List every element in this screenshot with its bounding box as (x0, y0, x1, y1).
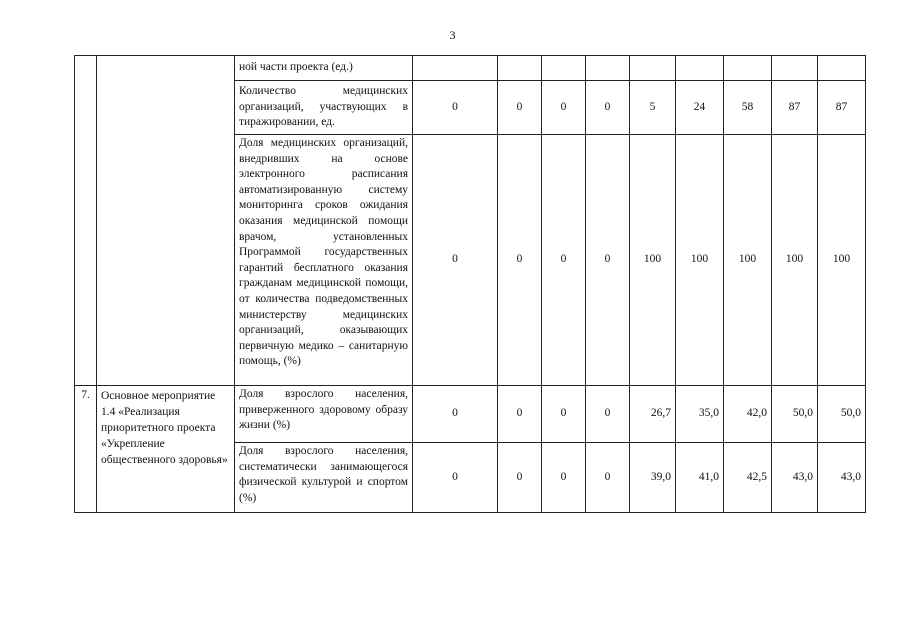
page-number: 3 (449, 28, 456, 42)
event-cell-empty (97, 56, 235, 386)
value-cell: 35,0 (676, 386, 724, 443)
value-cell (413, 56, 498, 81)
value-cell: 0 (498, 386, 542, 443)
indicator-cell: Доля взрослого населения, приверженного здоровому образу жизни (%) (235, 386, 413, 443)
value-cell: 100 (724, 135, 772, 386)
value-cell: 0 (542, 386, 586, 443)
indicators-table (74, 55, 866, 513)
value-cell (498, 56, 542, 81)
value-cell: 100 (676, 135, 724, 386)
value-cell: 39,0 (630, 443, 676, 513)
value-cell: 26,7 (630, 386, 676, 443)
value-cell: 41,0 (676, 443, 724, 513)
indicator-cell: Доля взрослого населения, систематически занимающегося физической культурой и спортом (%) (235, 443, 413, 513)
value-cell: 0 (542, 443, 586, 513)
value-cell (724, 56, 772, 81)
value-cell: 0 (586, 386, 630, 443)
value-cell: 42,5 (724, 443, 772, 513)
table-row (75, 56, 866, 81)
indicator-cell: ной части проекта (ед.) (235, 56, 413, 81)
value-cell: 43,0 (772, 443, 818, 513)
row-number: 7. (75, 386, 97, 513)
value-cell: 0 (413, 386, 498, 443)
value-cell (818, 56, 866, 81)
value-cell: 87 (818, 81, 866, 135)
value-cell: 87 (772, 81, 818, 135)
value-cell: 0 (413, 135, 498, 386)
value-cell: 50,0 (772, 386, 818, 443)
value-cell: 0 (586, 135, 630, 386)
value-cell (542, 56, 586, 81)
value-cell (630, 56, 676, 81)
value-cell: 58 (724, 81, 772, 135)
value-cell: 0 (586, 81, 630, 135)
value-cell: 0 (413, 81, 498, 135)
indicator-cell: Количество медицинских организаций, участвующих в тиражировании, ед. (235, 81, 413, 135)
value-cell: 0 (542, 81, 586, 135)
value-cell: 0 (413, 443, 498, 513)
value-cell: 0 (542, 135, 586, 386)
number-cell-empty (75, 56, 97, 386)
value-cell (586, 56, 630, 81)
value-cell: 100 (772, 135, 818, 386)
value-cell: 0 (498, 81, 542, 135)
value-cell: 24 (676, 81, 724, 135)
indicator-cell: Доля медицинских организаций, внедривших на основе электронного расписания автоматизированную систему мониторинга сроков ожидания оказания медицинской помощи врачом, установленных Программой государственных гарантий бесплатного оказания гражданам медицинской помощи, от количества подведомственных министерству медицинских организаций, оказывающих первичную медико – санитарную помощь, (%) (235, 135, 413, 386)
value-cell: 42,0 (724, 386, 772, 443)
value-cell: 0 (586, 443, 630, 513)
value-cell (772, 56, 818, 81)
value-cell: 5 (630, 81, 676, 135)
value-cell: 0 (498, 135, 542, 386)
value-cell: 100 (818, 135, 866, 386)
value-cell: 43,0 (818, 443, 866, 513)
event-name: Основное мероприятие 1.4 «Реализация приоритетного проекта «Укрепление общественного здоровья» (97, 386, 235, 513)
value-cell (676, 56, 724, 81)
table-row (75, 386, 866, 443)
value-cell: 50,0 (818, 386, 866, 443)
value-cell: 0 (498, 443, 542, 513)
value-cell: 100 (630, 135, 676, 386)
